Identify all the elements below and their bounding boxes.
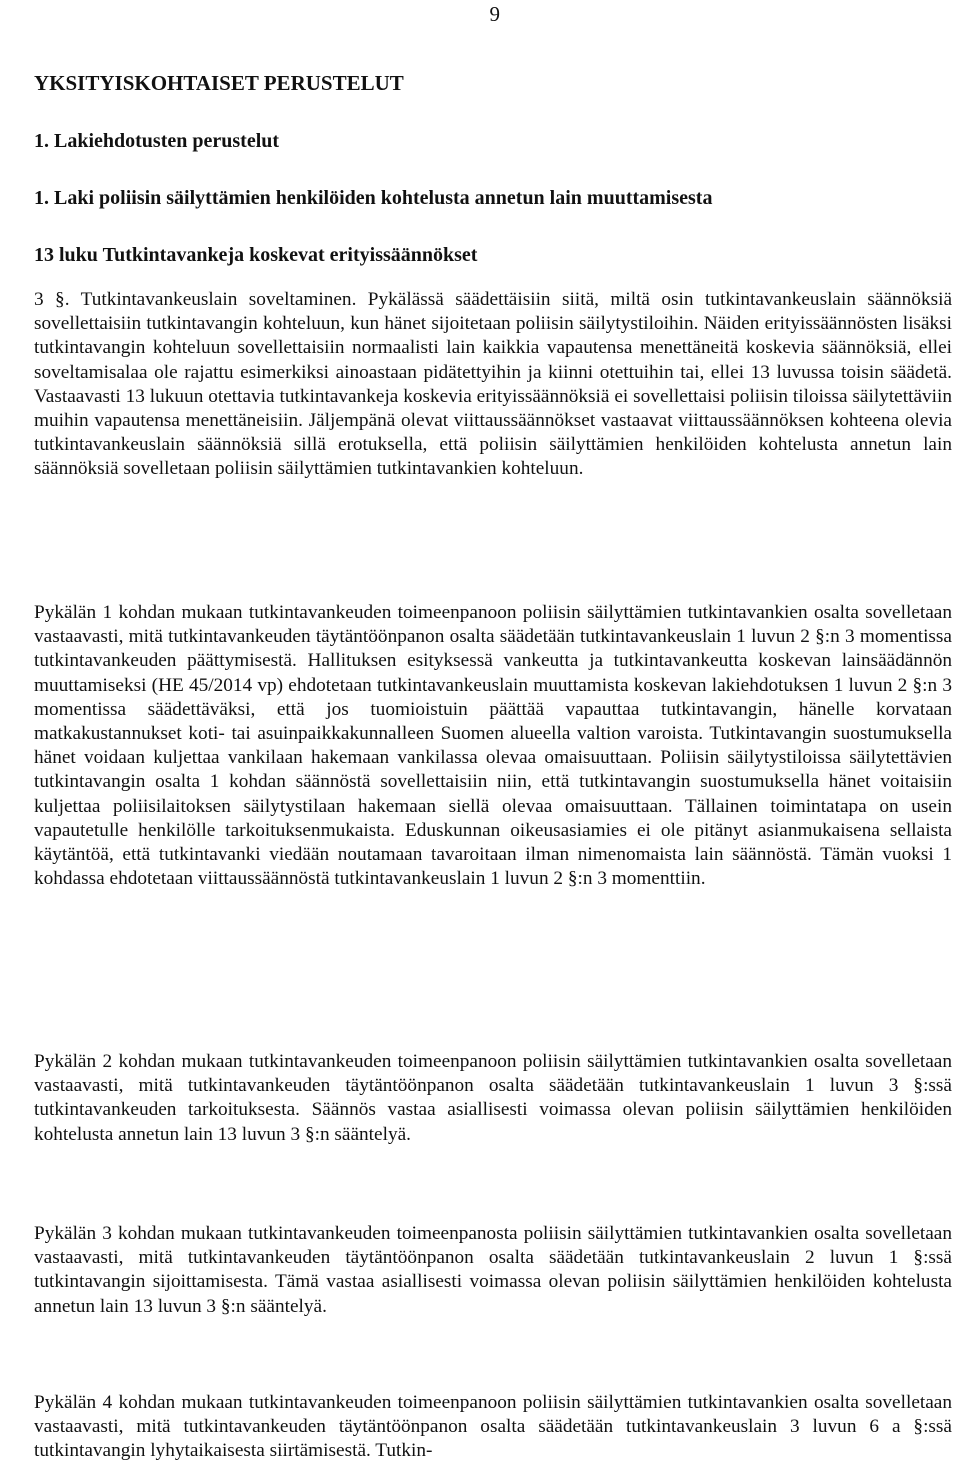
paragraph-point-3: Pykälän 3 kohdan mukaan tutkintavankeuden toimeenpanosta poliisin säilyttämien tutkintavankien osalta sovelletaan vastaavasti, mitä tutkintavankeuden täytäntöönpanon osalta säädetään tutkintavankeuslain 2 luvun 1 §:ssä tutkintavangin sijoittamisesta. Tämä vastaa asiallisesti voimassa olevan poliisin säilyttämien henkilöiden kohtelusta annetun lain 13 luvun 3 §:n sääntelyä. bbox=[34, 1223, 952, 1317]
chapter-heading: 13 luku Tutkintavankeja koskevat erityissäännökset bbox=[34, 244, 478, 266]
document-title: YKSITYISKOHTAISET PERUSTELUT bbox=[34, 71, 404, 95]
paragraph-section-3-intro: 3 §. Tutkintavankeuslain soveltaminen. Pykälässä säädettäisiin siitä, miltä osin tutkintavankeuslain säännöksiä sovellettaisiin tutkintavangin kohteluun, kun hänet sijoitetaan poliisin säilytystiloihin. Näiden erityissäännösten lisäksi tutkintavangin kohteluun sovellettaisiin normaalisti lain kaikkia vapautensa menettäneitä koskevia säännöksiä, ellei soveltamisalaa ole rajattu esimerkiksi ainoastaan pidätettyihin ja kiinni otettuihin tai, ellei 13 luvussa toisin säädetä. Vastaavasti 13 lukuun otettavia tutkintavankeja koskevia erityissäännöksiä ei sovellettaisi poliisin tiloissa säilytettäviin muihin vapautensa menettäneisiin. Jäljempänä olevat viittaussäännökset vastaavat viittaussäännöksen kohteena olevia tutkintavankeuslain säännöksiä sillä erotuksella, että poliisin säilyttämien henkilöiden kohtelusta annetun lain säännöksiä sovelletaan poliisin säilyttämien tutkintavankien kohteluun. bbox=[34, 289, 952, 480]
paragraph-point-4: Pykälän 4 kohdan mukaan tutkintavankeuden toimeenpanoon poliisin säilyttämien tutkintavankien osalta sovelletaan vastaavasti, mitä tutkintavankeuden täytäntöönpanon osalta säädetään tutkintavankeuslain 3 luvun 6 a §:ssä tutkintavangin lyhytaikaisesta siirtämisestä. Tutkin- bbox=[34, 1392, 952, 1462]
paragraph-point-1: Pykälän 1 kohdan mukaan tutkintavankeuden toimeenpanoon poliisin säilyttämien tutkintavankien osalta sovelletaan vastaavasti, mitä tutkintavankeuden täytäntöönpanon osalta säädetään tutkintavankeuslain 1 luvun 2 §:n 3 momentissa tutkintavankeuden päättymisestä. Hallituksen esityksessä vankeutta ja tutkintavankeutta koskevan lainsäädännön muuttamiseksi (HE 45/2014 vp) ehdotetaan tutkintavankeuslain muuttamista koskevan lakiehdotuksen 1 luvun 2 §:n 3 momentissa säädettäväksi, että jos tuomioistuin päättää vapauttaa tutkintavangin, hänelle korvataan matkakustannukset koti- tai asuinpaikkakunnalleen Suomen alueella valtion varoista. Tutkintavangin suostumuksella hänet voidaan kuljettaa vankilaan hakemaan vankilassa olevaa omaisuuttaan. Poliisin säilytystiloissa säilytettävien tutkintavangin osalta 1 kohdan säännöstä sovellettaisiin niin, että tutkintavangin suostumuksella hänet voitaisiin kuljettaa poliisilaitoksen säilytystilaan hakemaan siellä olevaa omaisuuttaan. Tällainen toimintatapa on usein vapautetulle henkilölle tarkoituksenmukaista. Eduskunnan oikeusasiamies ei ole pitänyt asianmukaisena sellaista käytäntöä, että tutkintavanki viedään noutamaan tavaroitaan ilman nimenomaista lain säännöstä. Tämän vuoksi 1 kohdassa ehdotetaan viittaussäännöstä tutkintavankeuslain 1 luvun 2 §:n 3 momenttiin. bbox=[34, 602, 952, 890]
law-heading: 1. Laki poliisin säilyttämien henkilöiden kohtelusta annetun lain muuttamisesta bbox=[34, 187, 713, 209]
section-heading: 1. Lakiehdotusten perustelut bbox=[34, 130, 280, 152]
page-number: 9 bbox=[489, 2, 500, 26]
paragraph-point-2: Pykälän 2 kohdan mukaan tutkintavankeuden toimeenpanoon poliisin säilyttämien tutkintavankien osalta sovelletaan vastaavasti, mitä tutkintavankeuden täytäntöönpanon osalta säädetään tutkintavankeuslain 1 luvun 3 §:ssä tutkintavankeuden tarkoituksesta. Säännös vastaa asiallisesti voimassa olevan poliisin säilyttämien henkilöiden kohtelusta annetun lain 13 luvun 3 §:n sääntelyä. bbox=[34, 1051, 952, 1145]
